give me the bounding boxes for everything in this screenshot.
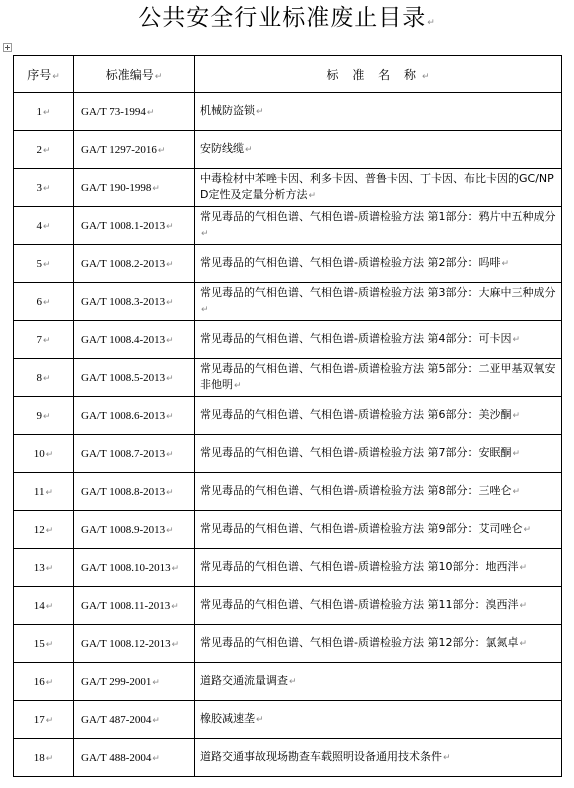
row-number	[14, 245, 74, 283]
standard-code	[74, 169, 195, 207]
paragraph-mark-icon: ↵	[308, 191, 317, 201]
standard-code	[74, 663, 195, 701]
standard-name	[195, 435, 562, 473]
row-number	[14, 473, 74, 511]
row-number-text: 6	[36, 295, 42, 308]
row-number-text: 5	[36, 257, 42, 270]
paragraph-mark-icon: ↵	[519, 639, 528, 649]
standard-code	[74, 549, 195, 587]
paragraph-mark-icon: ↵	[146, 106, 155, 117]
standard-code-text: GA/T 1008.2-2013	[81, 257, 166, 270]
header-code: 标准编号↵	[74, 56, 195, 93]
standard-name-text: 机械防盗锁	[200, 104, 255, 117]
table-row	[14, 625, 562, 663]
standard-code-text: GA/T 487-2004	[81, 713, 152, 726]
paragraph-mark-icon: ↵	[166, 524, 174, 535]
standard-name-text: 道路交通事故现场勘查车载照明设备通用技术条件	[200, 750, 442, 763]
standard-code-text: GA/T 190-1998	[81, 181, 152, 194]
table-row	[14, 207, 562, 245]
header-name: 标 准 名 称↵	[195, 56, 562, 93]
standard-name-text: 常见毒品的气相色谱、气相色谱-质谱检验方法 第8部分：三唑仑	[200, 484, 512, 497]
standard-name-text: 常见毒品的气相色谱、气相色谱-质谱检验方法 第11部分：溴西泮	[200, 598, 519, 611]
table-row	[14, 511, 562, 549]
standard-name-text: 常见毒品的气相色谱、气相色谱-质谱检验方法 第9部分：艾司唑仑	[200, 522, 523, 535]
paragraph-mark-icon: ↵	[166, 410, 174, 421]
row-number	[14, 435, 74, 473]
document-title-text: 公共安全行业标准废止目录	[138, 5, 427, 31]
standard-name	[195, 93, 562, 131]
standard-name-text: 道路交通流量调查	[200, 674, 288, 687]
standard-code	[74, 739, 195, 777]
row-number	[14, 625, 74, 663]
paragraph-mark-icon: ↵	[152, 676, 160, 687]
standard-name-text: 常见毒品的气相色谱、气相色谱-质谱检验方法 第2部分：吗啡	[200, 256, 501, 269]
table-row	[14, 397, 562, 435]
paragraph-mark-icon: ↵	[152, 752, 160, 763]
row-number-text: 8	[36, 371, 42, 384]
table-row	[14, 739, 562, 777]
standard-code	[74, 435, 195, 473]
standard-code	[74, 321, 195, 359]
paragraph-mark-icon: ↵	[234, 381, 242, 391]
standard-code	[74, 625, 195, 663]
row-number-text: 18	[33, 751, 45, 764]
table-row	[14, 169, 562, 207]
standard-name	[195, 169, 562, 207]
standard-code-text: GA/T 1008.4-2013	[81, 333, 166, 346]
paragraph-mark-icon: ↵	[42, 144, 51, 155]
table-row	[14, 587, 562, 625]
row-number	[14, 701, 74, 739]
row-number	[14, 283, 74, 321]
table-row	[14, 321, 562, 359]
standard-name	[195, 739, 562, 777]
standard-code	[74, 587, 195, 625]
table-row	[14, 701, 562, 739]
row-number-text: 10	[33, 447, 45, 460]
standard-name	[195, 207, 562, 245]
standard-name-text: 常见毒品的气相色谱、气相色谱-质谱检验方法 第10部分：地西泮	[200, 560, 519, 573]
row-number	[14, 587, 74, 625]
table-header-row	[14, 56, 562, 93]
standard-name-text: 常见毒品的气相色谱、气相色谱-质谱检验方法 第1部分：鸦片中五种成分	[200, 210, 556, 223]
standard-code-text: GA/T 1008.7-2013	[81, 447, 166, 460]
paragraph-mark-icon: ↵	[166, 372, 174, 383]
standard-code-text: GA/T 1008.5-2013	[81, 371, 166, 384]
paragraph-mark-icon: ↵	[45, 562, 54, 573]
standard-code	[74, 245, 195, 283]
paragraph-mark-icon: ↵	[519, 563, 528, 573]
paragraph-mark-icon: ↵	[166, 334, 174, 345]
standard-code	[74, 93, 195, 131]
standard-code-text: GA/T 488-2004	[81, 751, 152, 764]
row-number-text: 16	[33, 675, 45, 688]
standard-name	[195, 549, 562, 587]
table-row	[14, 245, 562, 283]
paragraph-mark-icon: ↵	[171, 562, 180, 573]
standard-code	[74, 397, 195, 435]
table-row	[14, 435, 562, 473]
paragraph-mark-icon: ↵	[512, 487, 521, 497]
row-number	[14, 207, 74, 245]
standard-code	[74, 473, 195, 511]
paragraph-mark-icon: ↵	[256, 107, 264, 117]
header-index: 序号↵	[14, 56, 74, 93]
table-row	[14, 283, 562, 321]
row-number-text: 15	[33, 637, 45, 650]
paragraph-mark-icon: ↵	[519, 601, 528, 611]
paragraph-mark-icon: ↵	[42, 372, 51, 383]
paragraph-mark-icon: ↵	[171, 600, 179, 611]
paragraph-mark-icon: ↵	[45, 486, 54, 497]
paragraph-mark-icon: ↵	[171, 638, 180, 649]
paragraph-mark-icon: ↵	[512, 411, 521, 421]
paragraph-mark-icon: ↵	[512, 449, 521, 459]
standard-code	[74, 131, 195, 169]
paragraph-mark-icon: ↵	[523, 525, 532, 535]
standard-name-text: 常见毒品的气相色谱、气相色谱-质谱检验方法 第12部分：氯氮卓	[200, 636, 519, 649]
standard-name	[195, 663, 562, 701]
table-row	[14, 663, 562, 701]
paragraph-mark-icon: ↵	[45, 714, 54, 725]
standard-name-text: 中毒检材中苯唑卡因、利多卡因、普鲁卡因、丁卡因、布比卡因的GC/NPD定性及定量分析方法	[200, 172, 554, 201]
standard-code-text: GA/T 1008.9-2013	[81, 523, 166, 536]
standard-code-text: GA/T 1008.12-2013	[81, 637, 171, 650]
paragraph-mark-icon: ↵	[42, 410, 51, 421]
row-number	[14, 549, 74, 587]
paragraph-mark-icon: ↵	[152, 182, 160, 193]
standard-code	[74, 701, 195, 739]
standard-name	[195, 473, 562, 511]
row-number	[14, 511, 74, 549]
standard-name-text: 橡胶减速垄	[200, 712, 255, 725]
standard-code-text: GA/T 1008.10-2013	[81, 561, 171, 574]
table-row	[14, 131, 562, 169]
standard-name-text: 常见毒品的气相色谱、气相色谱-质谱检验方法 第4部分：可卡因	[200, 332, 512, 345]
standard-code	[74, 207, 195, 245]
paragraph-mark-icon: ↵	[289, 677, 297, 687]
standards-table	[13, 55, 562, 777]
row-number-text: 4	[36, 219, 42, 232]
standard-code-text: GA/T 299-2001	[81, 675, 152, 688]
row-number	[14, 359, 74, 397]
standard-code	[74, 359, 195, 397]
standard-name-text: 常见毒品的气相色谱、气相色谱-质谱检验方法 第7部分：安眠酮	[200, 446, 512, 459]
row-number-text: 1	[36, 105, 42, 118]
standard-code-text: GA/T 1008.6-2013	[81, 409, 166, 422]
standard-name-text: 常见毒品的气相色谱、气相色谱-质谱检验方法 第6部分：美沙酮	[200, 408, 512, 421]
standard-name	[195, 359, 562, 397]
row-number-text: 9	[36, 409, 42, 422]
paragraph-mark-icon: ↵	[166, 258, 174, 269]
paragraph-mark-icon: ↵	[45, 600, 54, 611]
standard-code	[74, 511, 195, 549]
row-number-text: 3	[36, 181, 42, 194]
paragraph-mark-icon: ↵	[42, 334, 51, 345]
paragraph-mark-icon: ↵	[42, 296, 51, 307]
standard-name	[195, 701, 562, 739]
paragraph-mark-icon: ↵	[45, 638, 54, 649]
row-number	[14, 397, 74, 435]
standard-name	[195, 625, 562, 663]
paragraph-mark-icon: ↵	[512, 335, 521, 345]
row-number	[14, 169, 74, 207]
standard-code-text: GA/T 1008.3-2013	[81, 295, 166, 308]
row-number	[14, 321, 74, 359]
standard-code	[74, 283, 195, 321]
table-row	[14, 549, 562, 587]
paragraph-mark-icon: ↵	[45, 752, 54, 763]
paragraph-mark-icon: ↵	[42, 106, 51, 117]
standard-name	[195, 587, 562, 625]
paragraph-mark-icon: ↵	[166, 220, 174, 231]
row-number-text: 11	[33, 485, 45, 498]
row-number-text: 7	[36, 333, 42, 346]
table-row	[14, 473, 562, 511]
standard-name	[195, 321, 562, 359]
standard-code-text: GA/T 1297-2016	[81, 143, 157, 156]
table-row	[14, 359, 562, 397]
paragraph-mark-icon: ↵	[45, 676, 54, 687]
standard-name	[195, 245, 562, 283]
document-title	[0, 2, 574, 39]
paragraph-mark-icon: ↵	[157, 144, 166, 155]
paragraph-mark-icon: ↵	[201, 305, 209, 315]
paragraph-mark-icon: ↵	[42, 220, 51, 231]
paragraph-mark-icon: ↵	[152, 714, 160, 725]
paragraph-mark-icon: ↵	[501, 259, 510, 269]
standard-name	[195, 283, 562, 321]
table-move-handle-icon[interactable]	[3, 43, 12, 52]
paragraph-mark-icon: ↵	[166, 296, 174, 307]
table-row	[14, 93, 562, 131]
standard-code-text: GA/T 1008.1-2013	[81, 219, 166, 232]
paragraph-mark-icon: ↵	[42, 258, 51, 269]
row-number-text: 12	[33, 523, 45, 536]
table-body	[14, 93, 562, 777]
standard-code-text: GA/T 73-1994	[81, 105, 146, 118]
row-number	[14, 93, 74, 131]
standard-name	[195, 397, 562, 435]
standard-name-text: 常见毒品的气相色谱、气相色谱-质谱检验方法 第3部分：大麻中三种成分	[200, 286, 556, 299]
standard-code-text: GA/T 1008.11-2013	[81, 599, 171, 612]
paragraph-mark-icon: ↵	[201, 229, 209, 239]
row-number	[14, 739, 74, 777]
paragraph-mark-icon: ↵	[427, 18, 436, 28]
row-number-text: 13	[33, 561, 45, 574]
row-number	[14, 131, 74, 169]
standard-name-text: 安防线缆	[200, 142, 244, 155]
standard-name	[195, 131, 562, 169]
paragraph-mark-icon: ↵	[45, 524, 54, 535]
paragraph-mark-icon: ↵	[42, 182, 51, 193]
paragraph-mark-icon: ↵	[166, 486, 174, 497]
row-number	[14, 663, 74, 701]
paragraph-mark-icon: ↵	[45, 448, 54, 459]
row-number-text: 14	[33, 599, 45, 612]
paragraph-mark-icon: ↵	[443, 753, 451, 763]
row-number-text: 17	[33, 713, 45, 726]
row-number-text: 2	[36, 143, 42, 156]
paragraph-mark-icon: ↵	[256, 715, 264, 725]
paragraph-mark-icon: ↵	[245, 145, 253, 155]
standard-name	[195, 511, 562, 549]
paragraph-mark-icon: ↵	[166, 448, 174, 459]
standard-code-text: GA/T 1008.8-2013	[81, 485, 166, 498]
standard-name-text: 常见毒品的气相色谱、气相色谱-质谱检验方法 第5部分：二亚甲基双氧安非他明	[200, 362, 556, 391]
